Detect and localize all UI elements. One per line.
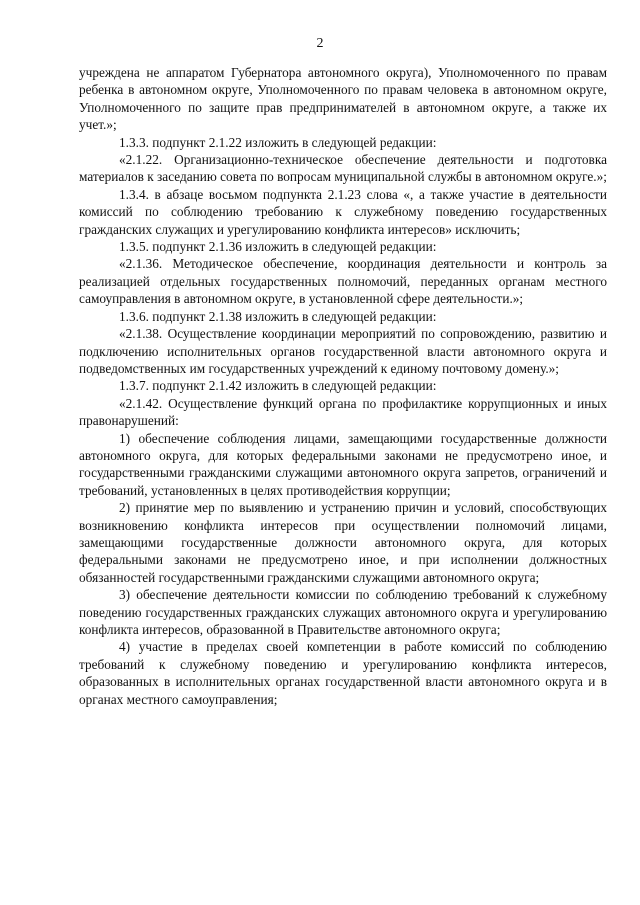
paragraph: 1.3.5. подпункт 2.1.36 изложить в следующей редакции: — [119, 239, 437, 255]
page-number: 2 — [316, 36, 324, 51]
paragraph: «2.1.42. Осуществление функций органа по профилактике коррупционных и иных правонарушений: — [79, 395, 607, 429]
list-item: 3) обеспечение деятельности комиссии по соблюдению требований к служебному поведению государственных гражданских служащих автономного округа и урегулированию конфликта интересов, образованной в Правительстве автономного округа; — [79, 587, 607, 637]
document-body — [79, 64, 607, 708]
paragraph: «2.1.38. Осуществление координации мероприятий по сопровождению, развитию и подключению исполнительных органов государственной власти автономного округа и подведомственных им государственных учреждений к единому почтовому домену.»; — [79, 326, 607, 376]
list-item: 1) обеспечение соблюдения лицами, замещающими государственные должности автономного округа, для которых федеральными законами не предусмотрено иное, и государственными гражданскими служащими автономного округа запретов, ограничений и требований, установленных в целях противодействия коррупции; — [79, 430, 607, 498]
paragraph: 1.3.3. подпункт 2.1.22 изложить в следующей редакции: — [119, 134, 437, 150]
paragraph: 1.3.7. подпункт 2.1.42 изложить в следующей редакции: — [119, 378, 437, 394]
paragraph: «2.1.36. Методическое обеспечение, координация деятельности и контроль за реализацией отдельных государственных полномочий, переданных органам местного самоуправления в автономном округе, в установленной сфере деятельности.»; — [79, 256, 607, 307]
paragraph: 1.3.6. подпункт 2.1.38 изложить в следующей редакции: — [119, 308, 437, 324]
list-item: 2) принятие мер по выявлению и устранению причин и условий, способствующих возникновению конфликта интересов при осуществлении полномочий лицами, замещающими государственные должности автономного округа, для которых федеральными законами не предусмотрено иное, и при исполнении должностных обязанностей государственными гражданскими служащими автономного округа; — [79, 500, 607, 585]
paragraph: учреждена не аппаратом Губернатора автономного округа), Уполномоченного по правам ребенка в автономном округе, Уполномоченного по правам человека в автономном округе, Уполномоченного по защите прав предпринимателей в автономном округе, а также их учет.»; — [79, 65, 607, 133]
list-item: 4) участие в пределах своей компетенции в работе комиссий по соблюдению требований к служебному поведению и урегулированию конфликта интересов, образованных в исполнительных органах государственной власти автономного округа и в органах местного самоуправления; — [79, 639, 607, 707]
paragraph: 1.3.4. в абзаце восьмом подпункта 2.1.23 слова «, а также участие в деятельности комиссий по соблюдению требованию к служебному поведению государственных гражданских служащих и урегулированию конфликта интересов» исключить; — [79, 186, 607, 237]
paragraph: «2.1.22. Организационно-техническое обеспечение деятельности и подготовка материалов к заседанию совета по вопросам муниципальной службы в автономном округе.»; — [79, 152, 607, 185]
